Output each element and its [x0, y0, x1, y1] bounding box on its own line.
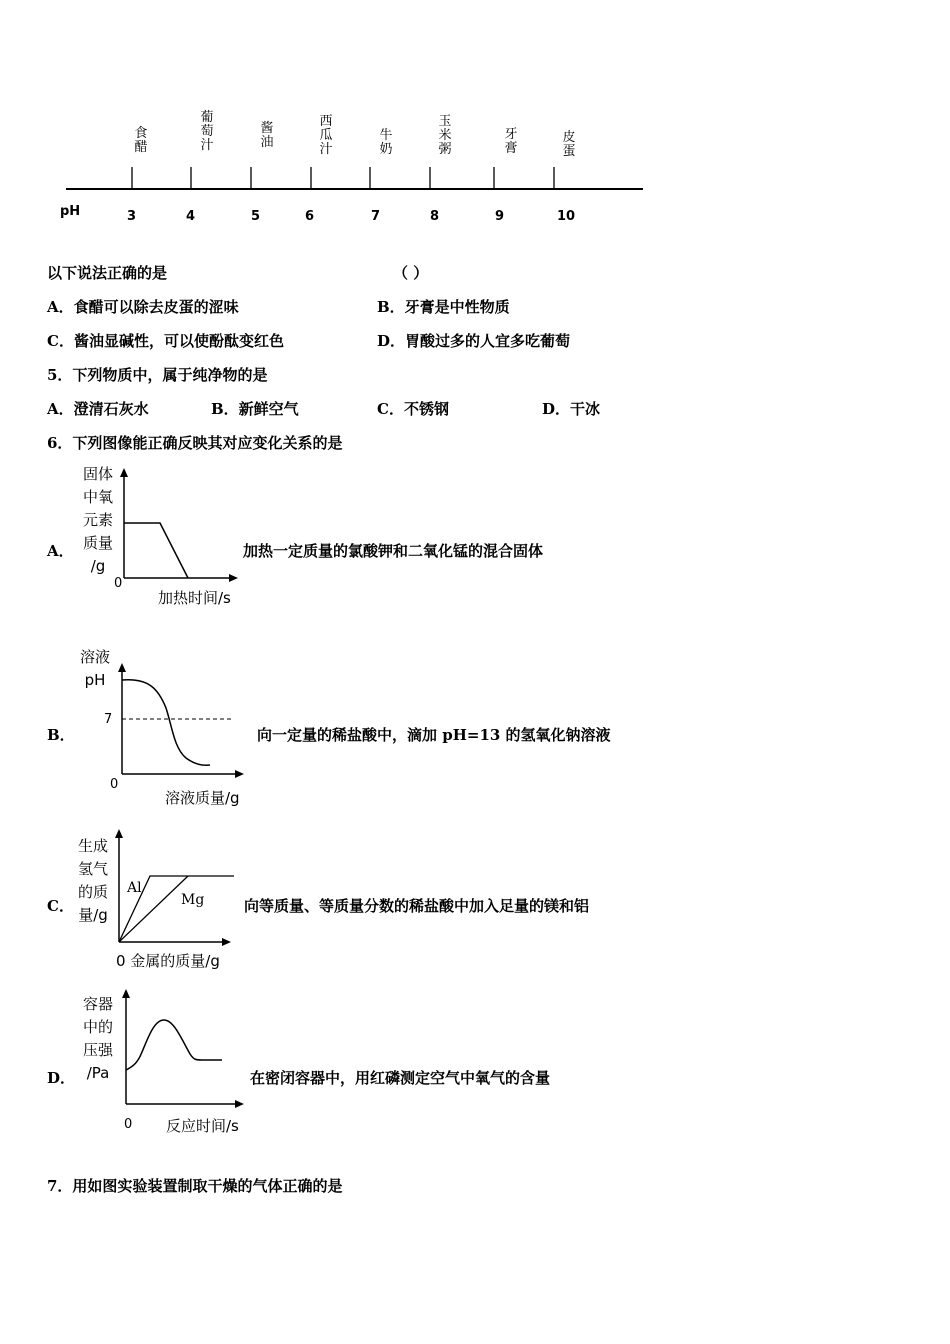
q6-option-b-label: B．: [47, 726, 75, 744]
q6-option-d-label: D．: [47, 1069, 76, 1087]
q5-stem: 5．下列物质中，属于纯净物的是: [47, 366, 268, 384]
ph-item-name: 牛 奶: [379, 128, 393, 157]
graph-a: [110, 466, 250, 596]
graph-c-al-label: Al: [127, 880, 142, 896]
ph-tick-label: 8: [430, 209, 440, 224]
q6-stem: 6．下列图像能正确反映其对应变化关系的是: [47, 434, 343, 452]
q5-option-a: A．澄清石灰水: [47, 400, 149, 418]
ph-item-name: 葡 萄 汁: [200, 110, 214, 153]
q4-option-d: D．胃酸过多的人宜多吃葡萄: [377, 332, 571, 350]
graph-b: [110, 660, 250, 784]
ph-tick-label: 10: [557, 209, 576, 224]
ph-tick-label: 5: [251, 209, 261, 224]
q6-option-b-desc: 向一定量的稀盐酸中，滴加 pH=13 的氢氧化钠溶液: [257, 726, 611, 744]
graph-c-y-label: 生成 氢气 的质 量/g: [77, 837, 108, 924]
graph-c-mg-label: Mg: [181, 892, 205, 908]
graph-a-x-label: 加热时间/s: [158, 589, 231, 607]
ph-tick-label: 3: [127, 209, 137, 224]
graph-b-origin: 0: [110, 777, 119, 792]
graph-d: [110, 984, 250, 1110]
ph-tick-label: 4: [186, 209, 196, 224]
q5-option-b: B．新鲜空气: [211, 400, 299, 418]
q4-stem: 以下说法正确的是: [47, 264, 168, 282]
graph-b-seven-label: 7: [104, 712, 113, 727]
ph-item-name: 玉 米 粥: [438, 114, 452, 157]
ph-item-name: 酱 油: [260, 121, 274, 150]
ph-item-name: 食 醋: [134, 126, 148, 155]
q5-option-c: C．不锈钢: [377, 400, 449, 418]
q6-option-c-label: C．: [47, 897, 74, 915]
q7-stem: 7．用如图实验装置制取干燥的气体正确的是: [47, 1177, 343, 1195]
ph-axis-label: pH: [60, 204, 81, 219]
q4-option-c: C．酱油显碱性，可以使酚酞变红色: [47, 332, 284, 350]
q4-answer-bracket: （ ）: [393, 264, 429, 282]
ph-item-name: 牙 膏: [504, 127, 518, 156]
graph-d-y-label: 容器 中的 压强 /Pa: [82, 995, 113, 1082]
q5-option-d: D．干冰: [542, 400, 601, 418]
q4-option-b: B．牙膏是中性物质: [377, 298, 510, 316]
q6-option-d-desc: 在密闭容器中，用红磷测定空气中氧气的含量: [250, 1069, 551, 1087]
graph-b-x-label: 溶液质量/g: [165, 789, 240, 807]
graph-d-x-label: 反应时间/s: [166, 1117, 239, 1135]
q4-option-a: A．食醋可以除去皮蛋的涩味: [47, 298, 239, 316]
q6-option-c-desc: 向等质量、等质量分数的稀盐酸中加入足量的镁和铝: [244, 897, 590, 915]
ph-item-name: 西 瓜 汁: [319, 114, 333, 157]
graph-d-origin: 0: [124, 1117, 133, 1132]
graph-a-y-label: 固体 中氧 元素 质量 /g: [82, 465, 113, 575]
ph-item-name: 皮 蛋: [562, 130, 576, 159]
q6-option-a-desc: 加热一定质量的氯酸钾和二氧化锰的混合固体: [243, 542, 544, 560]
graph-b-curve: [122, 680, 210, 765]
ph-tick-label: 7: [371, 209, 381, 224]
q6-option-a-label: A．: [47, 542, 74, 560]
graph-c-x-label: 0 金属的质量/g: [116, 952, 220, 970]
graph-a-curve: [124, 523, 188, 578]
graph-d-curve: [126, 1020, 222, 1070]
ph-scale-axis: [0, 0, 950, 240]
graph-b-y-label: 溶液 pH: [79, 648, 110, 689]
ph-tick-label: 9: [495, 209, 505, 224]
ph-tick-label: 6: [305, 209, 315, 224]
graph-a-origin: 0: [114, 576, 123, 591]
